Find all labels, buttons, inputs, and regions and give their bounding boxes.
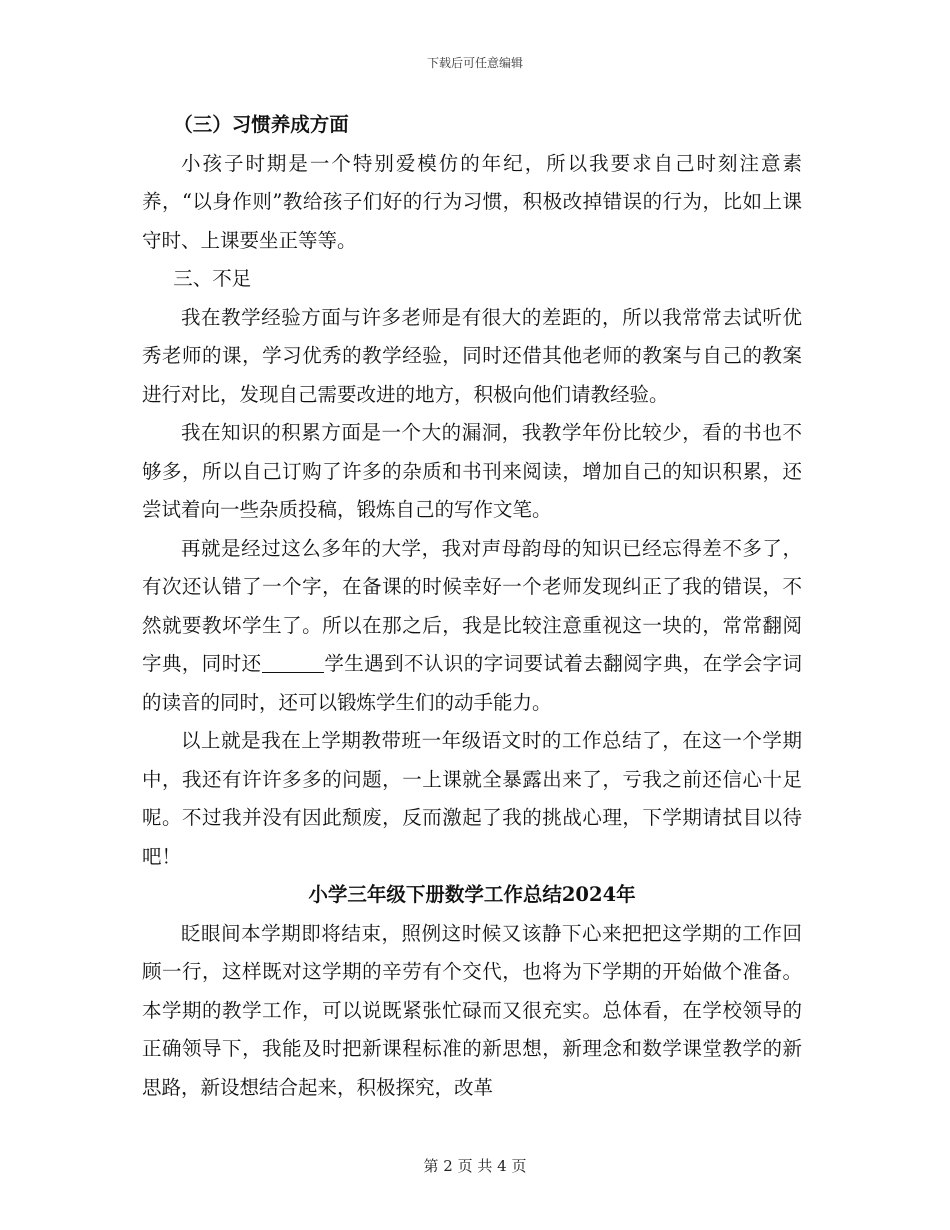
next-document-title: 小学三年级下册数学工作总结2024年: [308, 883, 636, 906]
page-header-note: 下载后可任意编辑: [426, 56, 523, 70]
fill-in-blank: [262, 652, 324, 673]
page-number-footer: 第 2 页 共 4 页: [423, 1157, 527, 1175]
document-body: [142, 106, 802, 1107]
section-habits-paragraph: 小孩子时期是一个特别爱模仿的年纪，所以我要求自己时刻注意素养，“以身作则”教给孩子们好的行为习惯，积极改掉错误的行为，比如上课守时、上课要坐正等等。: [142, 151, 802, 252]
paragraph-3-text-before-blank: 再就是经过这么多年的大学，我对声母韵母的知识已经忘得差不多了，有次还认错了一个字，在备课的时候幸好一个老师发现纠正了我的错误，不然就要教坏学生了。所以在那之后，我是比较注意重视这一块的，常常翻阅字典，同时还: [142, 536, 802, 675]
shortcomings-paragraph-3: [142, 530, 802, 723]
shortcomings-paragraph-4: 以上就是我在上学期教带班一年级语文时的工作总结了，在这一个学期中，我还有许许多多的问题，一上课就全暴露出来了，亏我之前还信心十足呢。不过我并没有因此颓废，反而激起了我的挑战心理，下学期请拭目以待吧！: [142, 729, 802, 868]
section-habits-heading: （三）习惯养成方面: [173, 113, 349, 136]
shortcomings-paragraph-2: 我在知识的积累方面是一个大的漏洞，我教学年份比较少，看的书也不够多，所以自己订购了许多的杂质和书刊来阅读，增加自己的知识积累，还尝试着向一些杂质投稿，锻炼自己的写作文笔。: [142, 421, 802, 521]
section-shortcomings-heading: 三、不足: [173, 267, 252, 290]
paragraph-3-text-after-blank: 学生遇到不认识的字词要试着去翻阅字典，在学会字词的读音的同时，还可以锻炼学生们的动手能力。: [142, 652, 802, 714]
shortcomings-paragraph-1: 我在教学经验方面与许多老师是有很大的差距的，所以我常常去试听优秀老师的课，学习优秀的教学经验，同时还借其他老师的教案与自己的教案进行对比，发现自己需要改进的地方，积极向他们请教经验。: [142, 305, 802, 406]
next-document-paragraph: 眨眼间本学期即将结束，照例这时候又该静下心来把把这学期的工作回顾一行，这样既对这学期的辛劳有个交代，也将为下学期的开始做个准备。本学期的教学工作，可以说既紧张忙碌而又很充实。总体看，在学校领导的正确领导下，我能及时把新课程标准的新思想，新理念和数学课堂教学的新思路，新设想结合起来，积极探究，改革: [142, 921, 802, 1099]
